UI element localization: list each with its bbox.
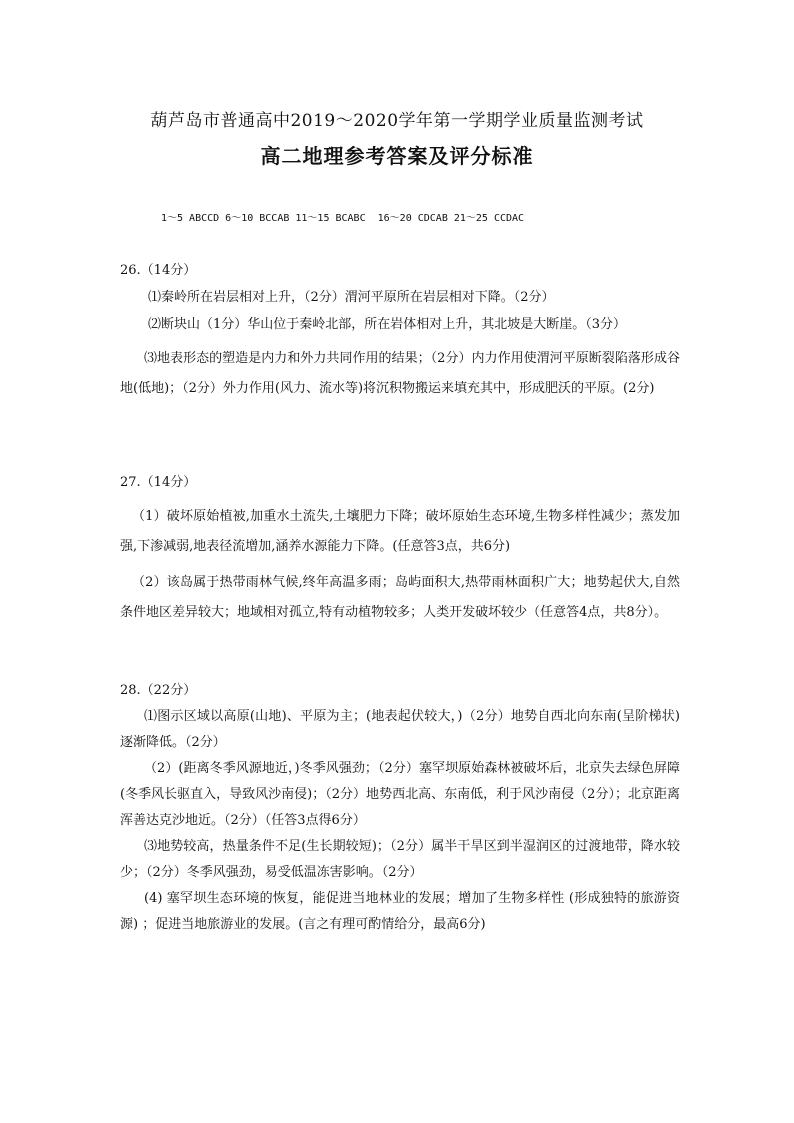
- question-28-heading: 28.（22分）: [120, 683, 197, 698]
- question-26-part-1: ⑴秦岭所在岩层相对上升，（2分）渭河平原所在岩层相对下降。（2分）: [148, 290, 555, 305]
- question-26-section: [120, 258, 680, 404]
- question-26-part-3: ⑶地表形态的塑造是内力和外力共同作用的结果；（2分）内力作用使渭河平原断裂陷落形成谷地(低地)；（2分）外力作用(风力、流水等)将沉积物搬运来填充其中，形成肥沃的平原。(2分): [120, 351, 680, 396]
- question-27-heading: 27.（14分）: [120, 475, 197, 490]
- exam-title: 葫芦岛市普通高中2019～2020学年第一学期学业质量监测考试: [150, 111, 644, 131]
- question-28-section: [120, 678, 680, 938]
- question-28-part-3: ⑶地势较高，热量条件不足(生长期较短)；（2分）属半干旱区到半湿润区的过渡地带，降水较少；（2分）冬季风强劲，易受低温冻害影响。（2分）: [120, 839, 680, 880]
- multiple-choice-answers: 1～5 ABCCD 6～10 BCCAB 11～15 BCABC 16～20 CDCAB 21～25 CCDAC: [161, 213, 525, 224]
- question-27-section: [120, 470, 680, 628]
- question-26-heading: 26.（14分）: [120, 263, 197, 278]
- question-27-part-2: （2）该岛属于热带雨林气候,终年高温多雨；岛屿面积大,热带雨林面积广大；地势起伏大,自然条件地区差异较大；地域相对孤立,特有动植物较多；人类开发破坏较少（任意答4点，共8分）。: [120, 575, 680, 620]
- question-28-part-2: （2）(距离冬季风源地近，)冬季风强劲；（2分）塞罕坝原始森林被破坏后，北京失去绿色屏障(冬季风长驱直入，导致风沙南侵)；（2分）地势西北高、东南低，利于风沙南侵（2分）；北京距离浑善达克沙地近。（2分）（任答3点得6分）: [120, 761, 680, 828]
- document-title: 高二地理参考答案及评分标准: [260, 144, 534, 168]
- question-28-part-1: ⑴图示区域以高原(山地)、平原为主；(地表起伏较大，)（2分）地势自西北向东南(呈阶梯状)逐渐降低。（2分）: [120, 709, 680, 750]
- question-28-part-4: (4) 塞罕坝生态环境的恢复，能促进当地林业的发展；增加了生物多样性 (形成独特的旅游资源) ；促进当地旅游业的发展。(言之有理可酌情给分，最高6分): [120, 891, 680, 932]
- question-27-part-1: （1）破坏原始植被,加重水土流失,土壤肥力下降；破坏原始生态环境,生物多样性减少；蒸发加强,下渗减弱,地表径流增加,涵养水源能力下降。(任意答3点，共6分): [120, 509, 680, 554]
- question-26-part-2: ⑵断块山（1分）华山位于秦岭北部，所在岩体相对上升，其北坡是大断崖。（3分）: [148, 317, 627, 332]
